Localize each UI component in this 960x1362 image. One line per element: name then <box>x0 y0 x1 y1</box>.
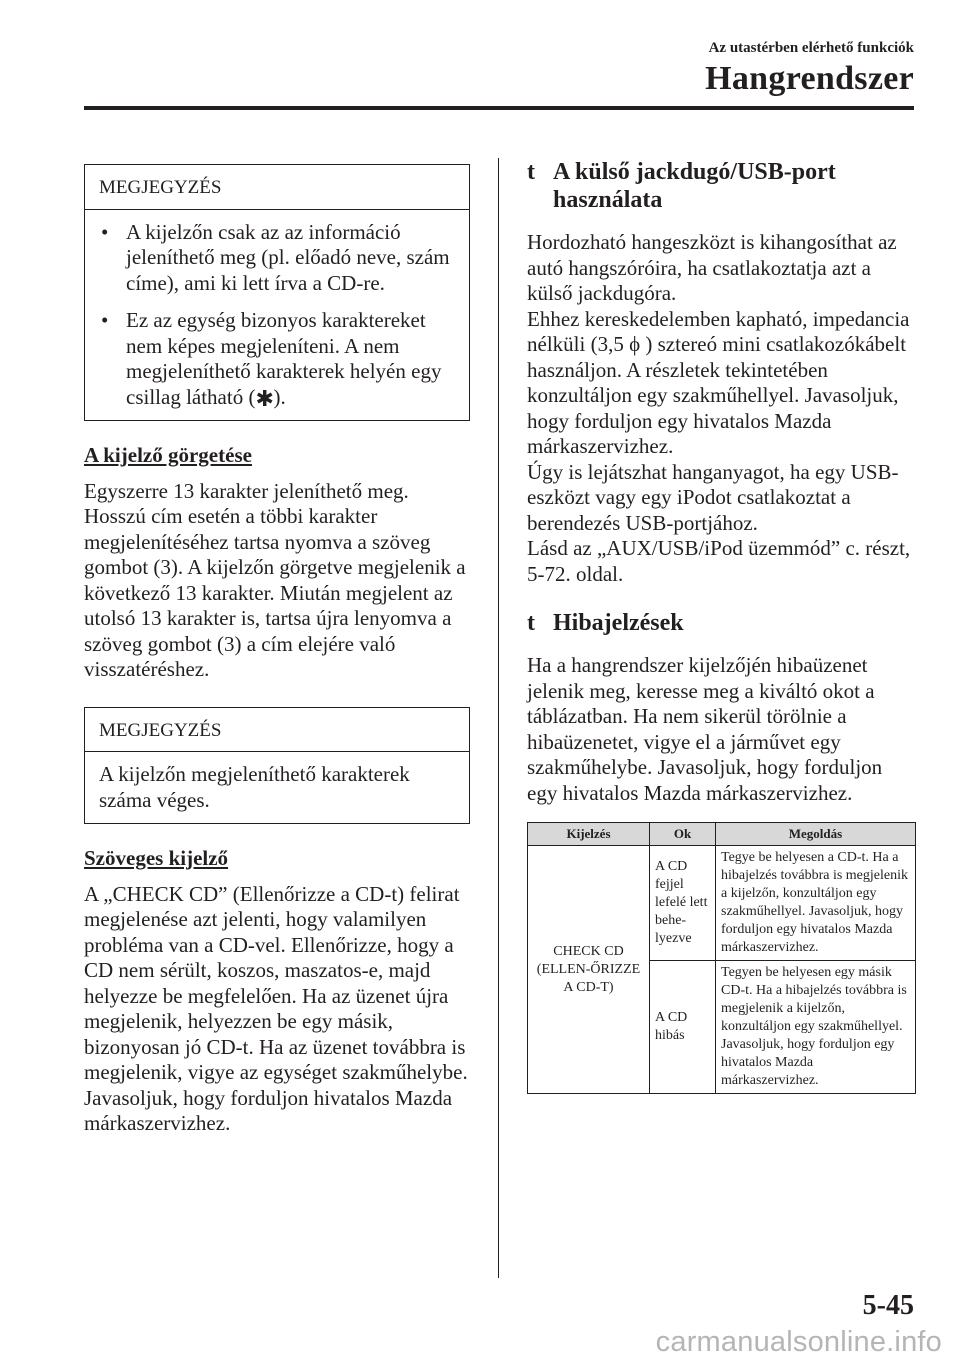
note-heading: MEGJEGYZÉS <box>85 708 469 753</box>
section-marker-icon: t <box>527 159 535 185</box>
note-body: A kijelzőn megjeleníthető karakterek száma véges. <box>99 762 410 812</box>
note-box <box>84 707 470 825</box>
note-body <box>85 210 469 421</box>
note-heading: MEGJEGYZÉS <box>85 165 469 210</box>
table-header: Megoldás <box>716 823 916 846</box>
aux-paragraph: Úgy is lejátszhat hanganyagot, ha egy USB-eszközt vagy egy iPodot csatlakoztat a berendezés USB-portjához. <box>527 459 899 535</box>
section-marker-icon: t <box>527 610 535 636</box>
errors-paragraph: Ha a hangrendszer kijelzőjén hibaüzenet jelenik meg, keresse meg a kiváltó okot a táblázatban. Ha nem sikerül törölnie a hibaüzenetet, vigye el a járművet egy szakműhelybe. Javasoljuk, hogy forduljon egy hivatalos Mazda márkaszervizhez. <box>527 653 883 805</box>
diameter-icon: ϕ <box>629 332 641 356</box>
note-bullet-text: Ez az egység bizonyos karaktereket nem képes megjeleníteni. A nem megjeleníthető karakterek helyén egy csillag látható ( <box>126 308 442 409</box>
errors-heading <box>527 609 915 637</box>
note-bullet-item <box>99 308 455 410</box>
bullet-icon: • <box>101 308 109 332</box>
table-cell-solution: Tegye be helyesen a CD-t. Ha a hibajelzés továbbra is megjelenik a kijelzőn, konzultáljon egy szakműhellyel. Javasoljuk, hogy forduljon egy hivatalos Mazda márkaszervizhez. <box>716 846 916 961</box>
aux-paragraph <box>527 307 915 460</box>
column-divider <box>498 158 499 1278</box>
scroll-paragraph: Egyszerre 13 karakter jeleníthető meg. Hosszú cím esetén a többi karakter megjelenítéséhez tartsa nyomva a szöveg gombot (3). A kijelzőn görgetve megjelenik a következő 13 karakter. Miután megjelent az utolsó 13 karakter is, tartsa újra lenyomva a szöveg gombot (3) a cím elejére való visszatéréshez. <box>84 478 466 681</box>
table-cell-cause: A CD hibás <box>650 961 716 1094</box>
error-table <box>527 822 916 1094</box>
header-rule <box>84 106 914 110</box>
left-column <box>84 164 470 1137</box>
aux-paragraph: Hordozható hangeszközt is kihangosíthat az autó hangszóróira, ha csatlakoztatja azt a külső jackdugóra. <box>527 230 897 305</box>
table-header: Ok <box>650 823 716 846</box>
table-cell-cause: A CD fejjel lefelé lett behe-lyezve <box>650 846 716 961</box>
bullet-icon: • <box>101 219 109 244</box>
table-row <box>528 846 916 961</box>
scroll-heading: A kijelző görgetése <box>84 443 252 467</box>
aux-heading <box>527 158 915 214</box>
table-cell-solution: Tegyen be helyesen egy másik CD-t. Ha a hibajelzés továbbra is megjelenik a kijelzőn, konzultáljon egy szakműhellyel. Javasoljuk, hogy forduljon egy hivatalos Mazda márkaszervizhez. <box>716 961 916 1094</box>
note-bullet-text: A kijelzőn csak az az információ jeleníthető meg (pl. előadó neve, szám címe), ami ki lett írva a CD-re. <box>126 219 450 295</box>
page-title: Hangrendszer <box>705 60 914 97</box>
note-box <box>84 164 470 421</box>
page-number: 5-45 <box>862 1290 914 1321</box>
text-display-paragraph: A „CHECK CD” (Ellenőrizze a CD-t) felirat megjelenése azt jelenti, hogy valamilyen probléma van a CD-vel. Ellenőrizze, hogy a CD nem sérült, koszos, maszatos-e, majd helyezze be megfelelően. Ha az üzenet újra megjelenik, helyezzen be egy másik, bizonyosan jó CD-t. Ha az üzenet továbbra is megjelenik, vigye az egységet szakműhelybe. Javasoljuk, hogy forduljon hivatalos Mazda márkaszervizhez. <box>84 881 468 1135</box>
section-label: Az utastérben elérhető funkciók <box>708 40 914 56</box>
aux-heading-text: A külső jackdugó/USB-port használata <box>553 159 836 213</box>
watermark: carmanualsonline.info <box>655 1326 942 1358</box>
aux-text: Ehhez kereskedelemben kapható, impedancia nélküli (3,5 <box>527 306 910 356</box>
note-bullet-text-end: ). <box>273 384 286 409</box>
text-display-heading: Szöveges kijelző <box>84 846 229 870</box>
aux-paragraph: Lásd az „AUX/USB/iPod üzemmód” c. részt, 5-72. oldal. <box>527 536 911 586</box>
table-cell-display: CHECK CD (ELLEN-ŐRIZZE A CD-T) <box>528 846 650 1094</box>
note-bullet-item <box>99 220 455 297</box>
asterisk-icon: ✱ <box>255 385 274 411</box>
right-column <box>527 158 915 1094</box>
table-header: Kijelzés <box>528 823 650 846</box>
table-header-row <box>528 823 916 846</box>
errors-heading-text: Hibajelzések <box>553 610 684 636</box>
aux-text-end: ) sztereó mini csatlakozókábelt használjon. A részletek tekintetében konzultáljon egy szakműhellyel. Javasoljuk, hogy forduljon egy hivatalos Mazda márkaszervizhez. <box>527 332 907 458</box>
